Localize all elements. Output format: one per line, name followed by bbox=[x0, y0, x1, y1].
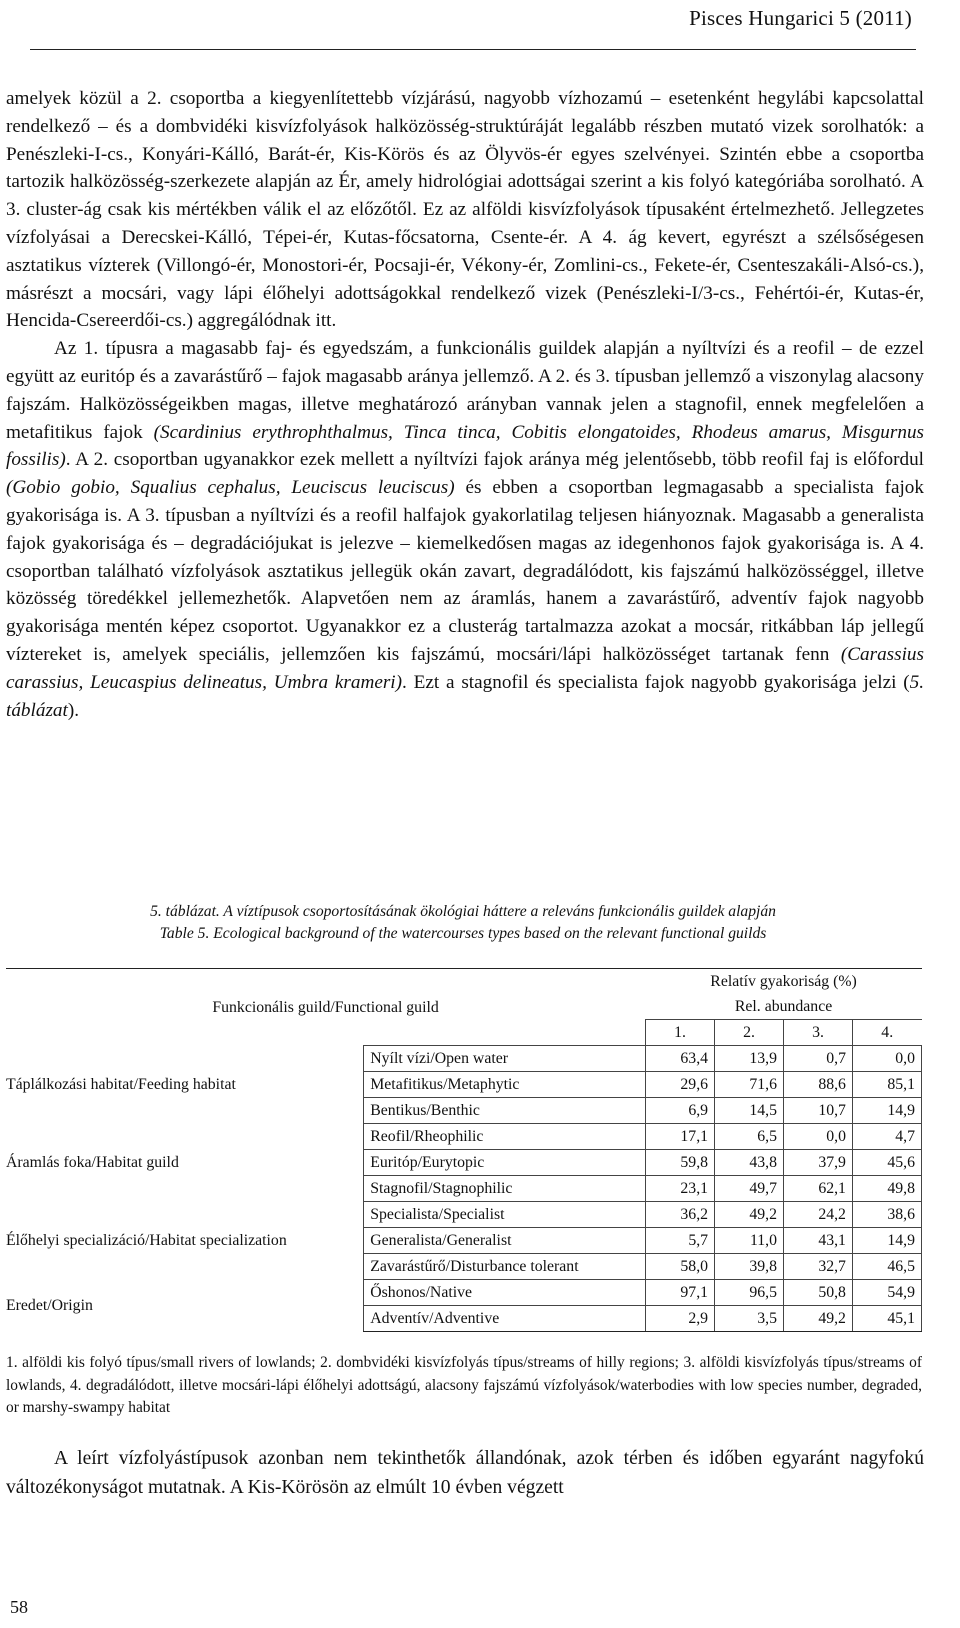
guild-name: Nyílt vízi/Open water bbox=[364, 1046, 646, 1072]
table-row bbox=[6, 1124, 922, 1150]
abundance-value: 3,5 bbox=[715, 1306, 784, 1332]
abundance-value: 6,9 bbox=[646, 1098, 715, 1124]
abundance-value: 6,5 bbox=[715, 1124, 784, 1150]
abundance-value: 36,2 bbox=[646, 1202, 715, 1228]
table-row bbox=[6, 1280, 922, 1306]
type-header: 3. bbox=[784, 1020, 853, 1046]
abundance-value: 43,8 bbox=[715, 1150, 784, 1176]
species-list-italic: 5. táblázat bbox=[6, 671, 924, 721]
page-number: 58 bbox=[10, 1597, 28, 1617]
guild-name: Bentikus/Benthic bbox=[364, 1098, 646, 1124]
abundance-value: 13,9 bbox=[715, 1046, 784, 1072]
abundance-value: 96,5 bbox=[715, 1280, 784, 1306]
type-header: 2. bbox=[715, 1020, 784, 1046]
table-note: 1. alföldi kis folyó típus/small rivers of lowlands; 2. dombvidéki kisvízfolyás típus/streams of hilly regions; 3. alföldi kisvízfolyás típus/streams of lowlands, 4. degradálódott, illetve mocsári-lápi élőhelyi adottságú, alacsony fajszámú vízfolyások/waterbodies with low species number, degraded, or marshy-swampy habitat bbox=[6, 1354, 922, 1416]
guild-category: Táplálkozási habitat/Feeding habitat bbox=[6, 1076, 236, 1093]
caption-hungarian: 5. táblázat. A víztípusok csoportosításának ökológiai háttere a releváns funkcionális guildek alapján bbox=[150, 903, 776, 920]
body-paragraph bbox=[6, 85, 924, 335]
abundance-value: 49,2 bbox=[715, 1202, 784, 1228]
paragraph-text: Az 1. típusra a magasabb faj- és egyedszám, a funkcionális guildek alapján a nyíltvízi és a reofil – de ezzel együtt az euritóp és a zavarástűrő – fajok magasabb aránya jellemző. A 2. és 3. típusban jellemző a viszonylag alacsony fajszám. Halközösségeikben magas, illetve meghatározó arányban vannak jelen a stagnofil, ennek megfelelően a metafitikus fajok bbox=[6, 338, 924, 443]
guild-name: Euritóp/Eurytopic bbox=[364, 1150, 646, 1176]
guild-name: Őshonos/Native bbox=[364, 1280, 646, 1306]
abundance-value: 10,7 bbox=[784, 1098, 853, 1124]
abundance-value: 4,7 bbox=[852, 1124, 921, 1150]
species-list-italic: (Gobio gobio, Squalius cephalus, Leuciscus leuciscus) bbox=[6, 477, 455, 499]
paragraph-text: . A 2. csoportban ugyanakkor ezek mellett a nyíltvízi fajok aránya még jelentősebb, több reofil faj is előfordul bbox=[65, 449, 924, 471]
table-caption bbox=[0, 901, 926, 945]
type-header: 4. bbox=[852, 1020, 921, 1046]
guild-name: Stagnofil/Stagnophilic bbox=[364, 1176, 646, 1202]
abundance-value: 49,2 bbox=[784, 1306, 853, 1332]
abundance-value: 14,9 bbox=[852, 1098, 921, 1124]
abundance-value: 88,6 bbox=[784, 1072, 853, 1098]
guild-table bbox=[6, 968, 922, 1332]
abundance-value: 32,7 bbox=[784, 1254, 853, 1280]
body-paragraph bbox=[6, 335, 924, 724]
abundance-value: 5,7 bbox=[646, 1228, 715, 1254]
guild-name: Zavarástűrő/Disturbance tolerant bbox=[364, 1254, 646, 1280]
abundance-value: 71,6 bbox=[715, 1072, 784, 1098]
paragraph-text: amelyek közül a 2. csoportba a kiegyenlítettebb vízjárású, nagyobb vízhozamú – esetenként hegylábi kapcsolattal rendelkező – és a dombvidéki kisvízfolyások halközösség-struktúráját legalább részben mutató vizek sorolhatók: a Penészleki-I-cs., Konyári-Kálló, Barát-ér, Kis-Körös és az Ölyvös-ér egyes szelvényei. Szintén ebbe a csoportba tartozik halközösség-szerkezete alapján az Ér, amely hidrológiai adottságai szerint a kis folyó kategóriába sorolható. A 3. cluster-ág csak kis mértékben válik el az előzőtől. Ez az alföldi kisvízfolyások típusaként értelmezhető. Jellegzetes vízfolyásai a Derecskei-Kálló, Tépei-ér, Kutas-főcsatorna, Csente-ér. A 4. ág kevert, egyrészt a szélsőségesen asztatikus vízterek (Villongó-ér, Monostori-ér, Pocsaji-ér, Vékony-ér, Zomlini-cs., Fekete-ér, Csenteszakáli-Alsó-cs.), másrészt a mocsári, vagy lápi élőhelyi adottságokkal rendelkező vizek (Penészleki-I/3-cs., Fehértói-ér, Kutas-ér, Hencida-Csereerdői-cs.) aggregálódnak itt. bbox=[6, 88, 924, 332]
abundance-value: 0,0 bbox=[852, 1046, 921, 1072]
abundance-value: 49,8 bbox=[852, 1176, 921, 1202]
rel-abundance-header-en: Rel. abundance bbox=[734, 998, 833, 1015]
paragraph-text: ). bbox=[67, 699, 80, 721]
abundance-value: 59,8 bbox=[646, 1150, 715, 1176]
guild-name: Adventív/Adventive bbox=[364, 1306, 646, 1332]
header-rule bbox=[30, 49, 916, 50]
abundance-value: 49,7 bbox=[715, 1176, 784, 1202]
abundance-value: 11,0 bbox=[715, 1228, 784, 1254]
abundance-value: 29,6 bbox=[646, 1072, 715, 1098]
rel-abundance-header-hu: Relatív gyakoriság (%) bbox=[646, 969, 922, 995]
abundance-value: 97,1 bbox=[646, 1280, 715, 1306]
abundance-value: 17,1 bbox=[646, 1124, 715, 1150]
species-list-italic: (Carassius carassius, Leucaspius delineatus, Umbra krameri) bbox=[6, 643, 924, 693]
guild-name: Metafitikus/Metaphytic bbox=[364, 1072, 646, 1098]
body-text-lower bbox=[6, 1444, 924, 1502]
abundance-value: 54,9 bbox=[852, 1280, 921, 1306]
abundance-value: 24,2 bbox=[784, 1202, 853, 1228]
abundance-value: 46,5 bbox=[852, 1254, 921, 1280]
abundance-value: 39,8 bbox=[715, 1254, 784, 1280]
guild-category: Élőhelyi specializáció/Habitat specialization bbox=[6, 1232, 287, 1249]
abundance-value: 45,6 bbox=[852, 1150, 921, 1176]
abundance-value: 0,0 bbox=[784, 1124, 853, 1150]
guild-table-wrap bbox=[6, 968, 922, 1332]
guild-header: Funkcionális guild/Functional guild bbox=[6, 969, 646, 1046]
paragraph-text: . Ezt a stagnofil és specialista fajok nagyobb gyakorisága jelzi ( bbox=[402, 671, 910, 693]
guild-name: Specialista/Specialist bbox=[364, 1202, 646, 1228]
running-header: Pisces Hungarici 5 (2011) bbox=[689, 6, 912, 30]
abundance-value: 0,7 bbox=[784, 1046, 853, 1072]
body-text-upper bbox=[6, 85, 924, 724]
abundance-value: 85,1 bbox=[852, 1072, 921, 1098]
abundance-value: 14,5 bbox=[715, 1098, 784, 1124]
abundance-value: 23,1 bbox=[646, 1176, 715, 1202]
abundance-value: 58,0 bbox=[646, 1254, 715, 1280]
guild-name: Reofil/Rheophilic bbox=[364, 1124, 646, 1150]
caption-english: Table 5. Ecological background of the watercourses types based on the relevant functional guilds bbox=[159, 925, 767, 942]
abundance-value: 62,1 bbox=[784, 1176, 853, 1202]
table-row bbox=[6, 1202, 922, 1228]
closing-paragraph: A leírt vízfolyástípusok azonban nem tekinthetők állandónak, azok térben és időben egyaránt nagyfokú változékonyságot mutatnak. A Kis-Körösön az elmúlt 10 évben végzett bbox=[6, 1448, 924, 1498]
abundance-value: 37,9 bbox=[784, 1150, 853, 1176]
guild-category: Áramlás foka/Habitat guild bbox=[6, 1154, 179, 1171]
paragraph-text: és ebben a csoportban legmagasabb a specialista fajok gyakorisága is. A 3. típusban a nyíltvízi és a reofil halfajok gyakorlatilag teljesen hiányoznak. Magasabb a generalista fajok gyakorisága és – degradációjukat is jelezve – kiemelkedősen magas az idegenhonos fajok gyakorisága is. A 4. csoportban található vízfolyások asztatikus jellegük okán zavart, degradálódott, kis fajszámú halközösséggel, illetve közösség töredékkel jellemezhetők. Alapvetően nem az áramlás, hanem a zavarástűrő, adventív fajok nagyobb gyakorisága mentén képez csoportot. Ugyanakkor ez a clusterág tartalmazza azokat a mocsár, ritkábban láp jellegű víztereket is, amelyek speciális, jellemzően kis fajszámú, mocsári/lápi halközösséget tartanak fenn bbox=[6, 477, 924, 665]
guild-name: Generalista/Generalist bbox=[364, 1228, 646, 1254]
abundance-value: 14,9 bbox=[852, 1228, 921, 1254]
abundance-value: 43,1 bbox=[784, 1228, 853, 1254]
abundance-value: 50,8 bbox=[784, 1280, 853, 1306]
abundance-value: 45,1 bbox=[852, 1306, 921, 1332]
table-row bbox=[6, 1046, 922, 1072]
type-header: 1. bbox=[646, 1020, 715, 1046]
abundance-value: 38,6 bbox=[852, 1202, 921, 1228]
abundance-value: 2,9 bbox=[646, 1306, 715, 1332]
species-list-italic: (Scardinius erythrophthalmus, Tinca tinca, Cobitis elongatoides, Rhodeus amarus, Misgurnus fossilis) bbox=[6, 421, 925, 471]
guild-category: Eredet/Origin bbox=[6, 1297, 93, 1314]
abundance-value: 63,4 bbox=[646, 1046, 715, 1072]
